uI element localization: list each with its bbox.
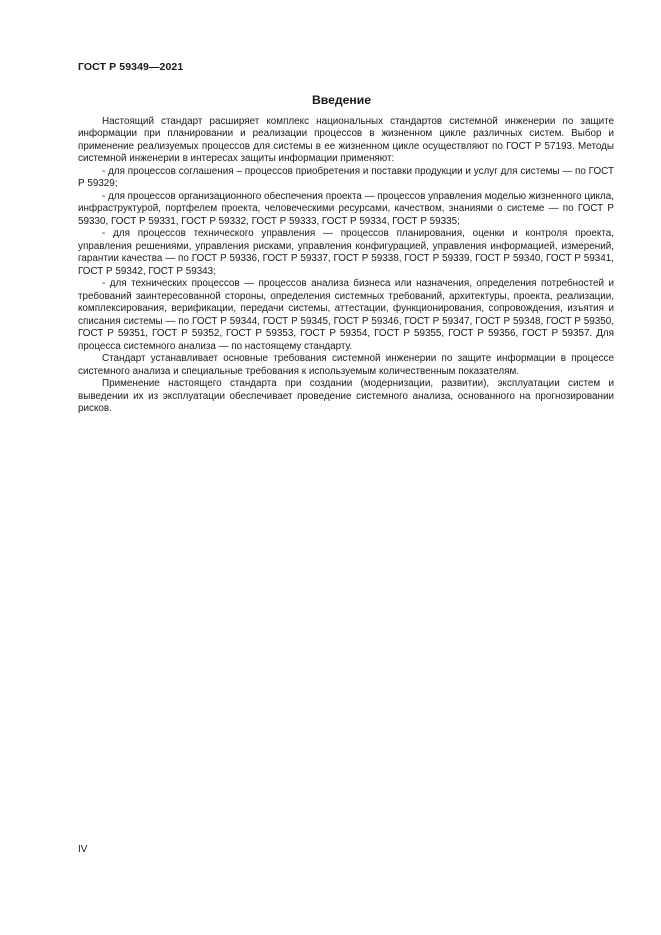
paragraph-requirements: Стандарт устанавливает основные требования системной инженерии по защите информации в процессе системного анализа и специальные требования к используемым количественным показателям. <box>78 353 614 377</box>
list-item-organizational: - для процессов организационного обеспечения проекта — процессов управления моделью жизненного цикла, инфраструктурой, портфелем проекта, человеческими ресурсами, качеством, знаниями о системе — по ГОСТ Р 59330, ГОСТ Р 59331, ГОСТ Р 59332, ГОСТ Р 59333, ГОСТ Р 59334, ГОСТ Р 59335; <box>78 190 614 227</box>
paragraph-application: Применение настоящего стандарта при создании (модернизации, развитии), эксплуатации систем и выведении их из эксплуатации обеспечивает проведение системного анализа, основанного на прогнозировании рисков. <box>78 378 614 414</box>
body-text <box>78 116 614 416</box>
section-title: Введение <box>311 93 372 107</box>
list-item-technical-processes: - для технических процессов — процессов анализа бизнеса или назначения, определения потребностей и требований заинтересованной стороны, определения системных требований, архитектуры, проекта, реализации, комплексирования, верификации, передачи системы, аттестации, функционирования, сопровождения, изъятия и списания системы — по ГОСТ Р 59344, ГОСТ Р 59345, ГОСТ Р 59346, ГОСТ Р 59347, ГОСТ Р 59348, ГОСТ Р 59350, ГОСТ Р 59351, ГОСТ Р 59352, ГОСТ Р 59353, ГОСТ Р 59354, ГОСТ Р 59355, ГОСТ Р 59356, ГОСТ Р 59357. Для процесса системного анализа — по настоящему стандарту. <box>78 278 614 352</box>
list-item-technical-management: - для процессов технического управления — процессов планирования, оценки и контроля проекта, управления решениями, управления рисками, управления конфигурацией, управления информацией, измерений, гарантии качества — по ГОСТ Р 59336, ГОСТ Р 59337, ГОСТ Р 59338, ГОСТ Р 59339, ГОСТ Р 59340, ГОСТ Р 59341, ГОСТ Р 59342, ГОСТ Р 59343; <box>78 228 614 277</box>
paragraph-intro: Настоящий стандарт расширяет комплекс национальных стандартов системной инженерии по защите информации при планировании и реализации процессов в жизненном цикле различных систем. Выбор и применение реализуемых процессов для системы в ее жизненном цикле осуществляют по ГОСТ Р 57193. Методы системной инженерии в интересах защиты информации применяют: <box>78 115 614 164</box>
list-item-agreement: - для процессов соглашения – процессов приобретения и поставки продукции и услуг для системы — по ГОСТ Р 59329; <box>78 165 614 189</box>
standard-id: ГОСТ Р 59349—2021 <box>78 61 184 73</box>
page-number: IV <box>78 844 88 855</box>
